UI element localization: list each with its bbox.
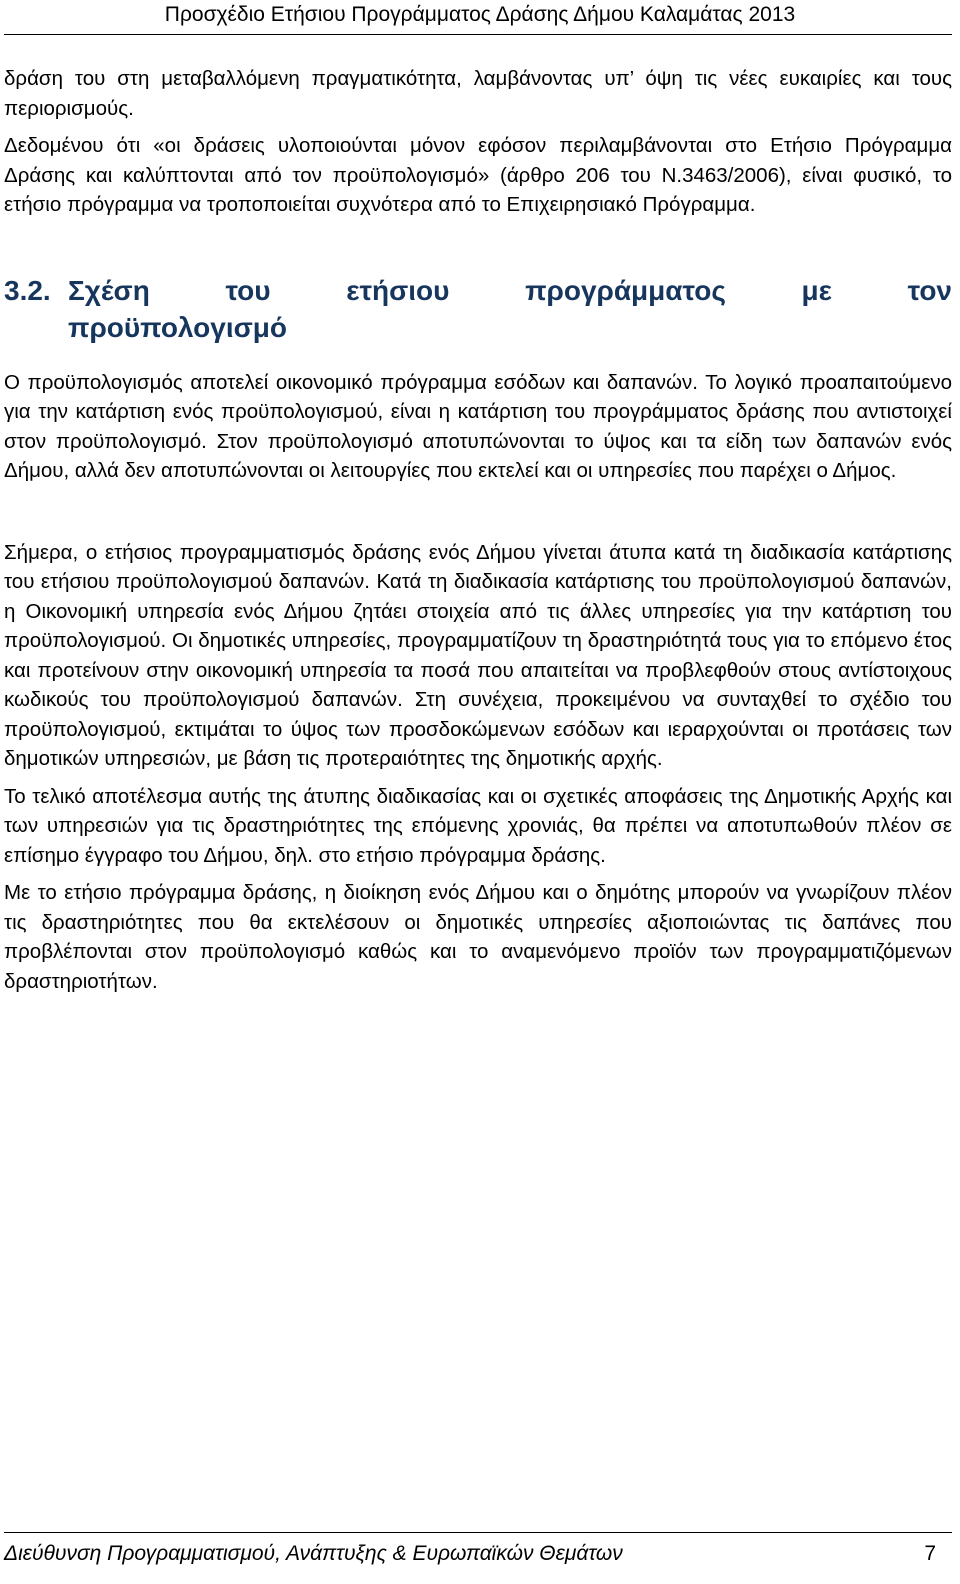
section-title-line-1: Σχέση του ετήσιου προγράμματος με τον — [68, 274, 952, 306]
footer-department: Διεύθυνση Προγραμματισμού, Ανάπτυξης & Ευρωπαϊκών Θεμάτων — [4, 1542, 623, 1565]
section-title-line-2: προϋπολογισμό — [68, 311, 287, 343]
paragraph-article-reference: Δεδομένου ότι «οι δράσεις υλοποιούνται μόνον εφόσον περιλαμβάνονται στο Ετήσιο Πρόγραμμα Δράσης και καλύπτονται από τον προϋπολογισμό» (άρθρο 206 του Ν.3463/2006), είναι φυσικό, το ετήσιο πρόγραμμα να τροποποιείται συχνότερα από το Επιχειρησιακό Πρόγραμμα. — [4, 134, 952, 216]
paragraph-current-practice: Σήμερα, ο ετήσιος προγραμματισμός δράσης ενός Δήμου γίνεται άτυπα κατά τη διαδικασία κατάρτισης του ετήσιου προϋπολογισμού δαπανών. Κατά τη διαδικασία κατάρτισης του προϋπολογισμού δαπανών, η Οικονομική υπηρεσία ενός Δήμου ζητάει στοιχεία από τις άλλες υπηρεσίες για την κατάρτιση του προϋπολογισμού. Οι δημοτικές υπηρεσίες, προγραμματίζουν τη δραστηριότητά τους για το επόμενο έτος και προτείνουν στην οικονομική υπηρεσία τα ποσά που απαιτείται να προβλεφθούν στους αντίστοιχους κωδικούς του προϋπολογισμού δαπανών. Στη συνέχεια, προκειμένου να συνταχθεί το σχέδιο του προϋπολογισμού, εκτιμάται το ύψος των προσδοκώμενων εσόδων και ιεραρχούνται οι προτάσεις των δημοτικών υπηρεσιών, με βάση τις προτεραιότητες της δημοτικής αρχής. — [4, 540, 952, 770]
footer-divider — [4, 1532, 952, 1533]
page-header — [0, 2, 960, 28]
page-number: 7 — [924, 1542, 936, 1565]
section-number: 3.2. — [4, 274, 51, 306]
paragraph-continuation: δράση του στη μεταβαλλόμενη πραγματικότητα, λαμβάνοντας υπ’ όψη τις νέες ευκαιρίες και τους περιορισμούς. — [4, 67, 952, 120]
document-body — [4, 64, 952, 996]
paragraph-budget-definition: Ο προϋπολογισμός αποτελεί οικονομικό πρόγραμμα εσόδων και δαπανών. Το λογικό προαπαιτούμενο για την κατάρτιση ενός προϋπολογισμού, είναι η κατάρτιση του προγράμματος δράσης που αντιστοιχεί στον προϋπολογισμό. Στον προϋπολογισμό αποτυπώνονται το ύψος και τα είδη των δαπανών ενός Δήμου, αλλά δεν αποτυπώνονται οι λειτουργίες που εκτελεί και οι υπηρεσίες που παρέχει ο Δήμος. — [4, 370, 952, 482]
paragraph-program-benefits: Με το ετήσιο πρόγραμμα δράσης, η διοίκηση ενός Δήμου και ο δημότης μπορούν να γνωρίζουν πλέον τις δραστηριότητες που θα εκτελέσουν οι δημοτικές υπηρεσίες αξιοποιώντας τις δαπάνες που προβλέπονται στον προϋπολογισμό καθώς και το αναμενόμενο προϊόν των προγραμματιζόμενων δραστηριοτήτων. — [4, 881, 952, 993]
header-divider — [4, 34, 952, 35]
page-footer — [4, 1540, 936, 1568]
document-title: Προσχέδιο Ετήσιου Προγράμματος Δράσης Δήμου Καλαμάτας 2013 — [164, 3, 796, 26]
section-heading — [4, 272, 952, 346]
section-title — [68, 272, 952, 346]
paragraph-final-outcome: Το τελικό αποτέλεσμα αυτής της άτυπης διαδικασίας και οι σχετικές αποφάσεις της Δημοτικής Αρχής και των υπηρεσιών για τις δραστηριότητες της επόμενης χρονιάς, θα πρέπει να αποτυπωθούν πλέον σε επίσημο έγγραφο του Δήμου, δηλ. στο ετήσιο πρόγραμμα δράσης. — [4, 784, 952, 867]
